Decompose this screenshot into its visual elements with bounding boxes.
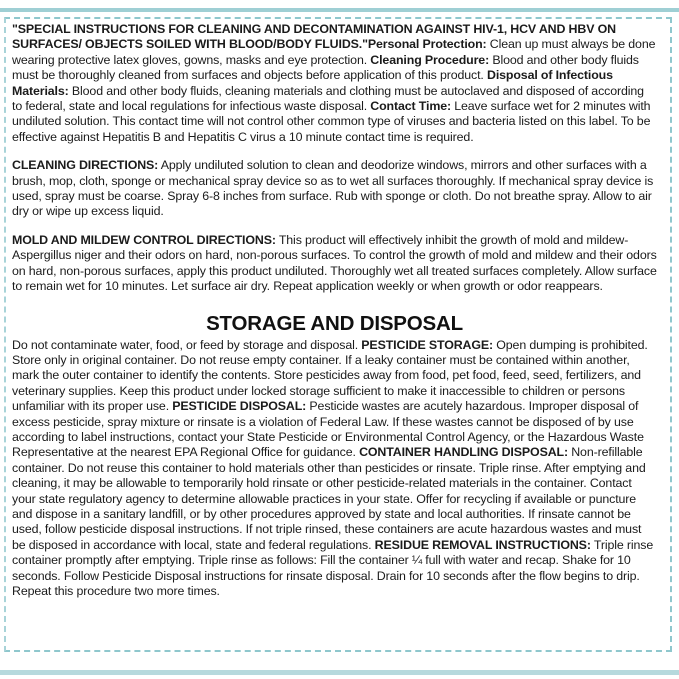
mold-mildew-directions-paragraph (12, 233, 657, 295)
pesticide-storage-label: PESTICIDE STORAGE: (361, 337, 494, 352)
cleaning-directions-label: CLEANING DIRECTIONS: (12, 158, 159, 173)
label-text-content (8, 22, 663, 650)
personal-protection-label: Personal Protection: (367, 37, 487, 52)
pesticide-storage-text: Open dumping is prohibited. Store only in original container. Do not reuse empty container. If a leaky container must be contained within another, mark the outer container to identify the contents. Store pesticides away from food, pet food, feed, seed, fertilizers, and veterinary supplies. Keep this product under locked storage sufficient to make it inaccessible to children or persons unfamiliar with its proper use. (12, 337, 648, 414)
cleaning-directions-text: Apply undiluted solution to clean and deodorize windows, mirrors and other surfaces with a brush, mop, cloth, sponge or mechanical spray device so as to wet all surfaces thoroughly. If mechanical spray device is used, spray must be coarse. Spray 6-8 inches from surface. Rub with sponge or cloth. Do not breathe spray. Allow to air dry or wipe up excess liquid. (12, 158, 654, 219)
storage-and-disposal-body (12, 338, 657, 600)
disposal-infectious-materials-label: Disposal of Infectious Materials: (12, 68, 613, 98)
residue-removal-instructions-text: Triple rinse container promptly after emptying. Triple rinse as follows: Fill the container ¼ full with water and recap. Shake for 10 seconds. Follow Pesticide Disposal instructions for rinsate disposal. Drain for 10 seconds after the flow begins to drip. Repeat this procedure two more times. (12, 537, 654, 598)
personal-protection-text: Clean up must always be done wearing protective latex gloves, gowns, masks and eye protection. (12, 37, 656, 67)
cleaning-procedure-label: Cleaning Procedure: (370, 52, 490, 67)
storage-and-disposal-title: STORAGE AND DISPOSAL (206, 311, 463, 335)
top-rule-divider (0, 8, 679, 12)
contact-time-text: Leave surface wet for 2 minutes with undiluted solution. This contact time will not control other common type of viruses and bacteria listed on this label. To be effective against Hepatitis B and Hepatitis C virus a 10 minute contact time is required. (12, 99, 651, 144)
container-handling-disposal-label: CONTAINER HANDLING DISPOSAL: (359, 445, 568, 460)
cleaning-directions-paragraph (12, 158, 657, 220)
residue-removal-instructions-label: RESIDUE REMOVAL INSTRUCTIONS: (374, 537, 591, 552)
special-instructions-paragraph (12, 22, 657, 145)
disposal-infectious-materials-text: Blood and other body fluids, cleaning materials and clothing must be autoclaved and disposed of according to federal, state and local regulations for infectious waste disposal. (12, 83, 644, 114)
special-instructions-heading: "SPECIAL INSTRUCTIONS FOR CLEANING AND DECONTAMINATION AGAINST HIV-1, HCV AND HBV ON SURFACES/ OBJECTS SOILED WITH BLOOD/BODY FLUIDS." (12, 22, 616, 52)
contact-time-label: Contact Time: (370, 99, 452, 114)
mold-mildew-directions-label: MOLD AND MILDEW CONTROL DIRECTIONS: (12, 232, 276, 247)
cleaning-procedure-text: Blood and other body fluids must be thoroughly cleaned from surfaces and objects before application of this product. (12, 52, 639, 83)
pesticide-disposal-text: Pesticide wastes are acutely hazardous. Improper disposal of excess pesticide, spray mixture or rinsate is a violation of Federal Law. If these wastes cannot be disposed of by use according to label instructions, contact your State Pesticide or Environmental Control Agency, or the Hazardous Waste Representative at the nearest EPA Regional Office for guidance. (12, 399, 644, 460)
pesticide-disposal-label: PESTICIDE DISPOSAL: (172, 399, 307, 414)
storage-disposal-intro-text: Do not contaminate water, food, or feed by storage and disposal. (12, 337, 362, 352)
container-handling-disposal-text: Non-refillable container. Do not reuse this container to hold materials other than pesticides or rinsate. Triple rinse. After emptying and cleaning, it may be allowable to temporarily hold rinsate or other pesticide-related materials in the container. Contact your state regulatory agency to determine allowable practices in your state. Offer for recycling if available or puncture and dispose in a sanitary landfill, or by other procedures approved by state and local authorities. If rinsate cannot be used, follow pesticide disposal instructions. If not triple rinsed, these containers are acute hazardous wastes and must be disposed in accordance with local, state and federal regulations. (12, 445, 646, 552)
mold-mildew-directions-text: This product will effectively inhibit the growth of mold and mildew-Aspergillus niger and their odors on hard, non-porous surfaces. To control the growth of mold and mildew and their odors on hard, non-porous surfaces, apply this product undiluted. Thoroughly wet all treated surfaces completely. Allow surface to remain wet for 10 minutes. Let surface air dry. Repeat application weekly or when growth or odor reappears. (12, 232, 657, 294)
bottom-rule-divider (0, 670, 679, 675)
storage-and-disposal-section (12, 312, 657, 600)
